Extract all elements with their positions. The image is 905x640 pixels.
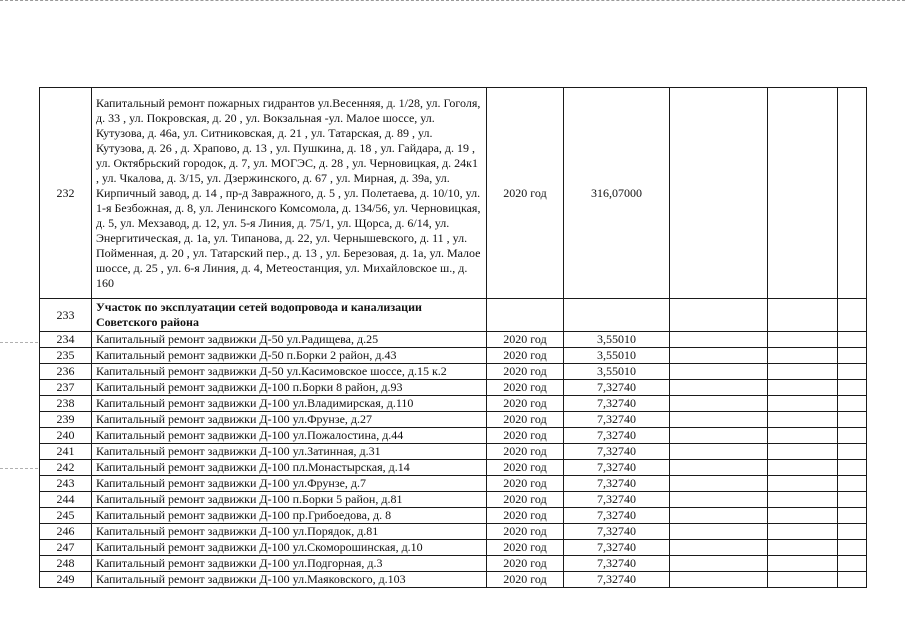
row-number: 243 [40, 476, 92, 492]
work-year: 2020 год [487, 380, 564, 396]
empty-cell [670, 508, 768, 524]
empty-cell [670, 364, 768, 380]
work-description: Капитальный ремонт задвижки Д-100 ул.Скоморошинская, д.10 [92, 540, 487, 556]
work-year: 2020 год [487, 572, 564, 588]
empty-cell [670, 396, 768, 412]
table-row [40, 428, 867, 444]
empty-cell [670, 572, 768, 588]
empty-cell [838, 348, 867, 364]
table-row [40, 508, 867, 524]
empty-cell [670, 556, 768, 572]
empty-cell [670, 88, 768, 299]
empty-cell [768, 524, 838, 540]
work-year: 2020 год [487, 364, 564, 380]
row-number: 242 [40, 460, 92, 476]
empty-cell [768, 572, 838, 588]
empty-cell [838, 444, 867, 460]
work-cost: 7,32740 [564, 492, 670, 508]
work-description: Капитальный ремонт задвижки Д-100 п.Борки 8 район, д.93 [92, 380, 487, 396]
row-number: 236 [40, 364, 92, 380]
table-row [40, 524, 867, 540]
work-year: 2020 год [487, 412, 564, 428]
empty-cell [768, 348, 838, 364]
work-description: Капитальный ремонт задвижки Д-100 ул.Владимирская, д.110 [92, 396, 487, 412]
work-year: 2020 год [487, 88, 564, 299]
empty-cell [670, 332, 768, 348]
empty-cell [768, 380, 838, 396]
table-row [40, 299, 867, 332]
table-row [40, 348, 867, 364]
empty-cell [670, 540, 768, 556]
works-table [39, 87, 867, 588]
empty-cell [670, 412, 768, 428]
table-row [40, 364, 867, 380]
work-cost: 3,55010 [564, 332, 670, 348]
work-year: 2020 год [487, 524, 564, 540]
empty-cell [768, 444, 838, 460]
empty-cell [670, 492, 768, 508]
empty-cell [670, 348, 768, 364]
work-description: Капитальный ремонт задвижки Д-100 пр.Грибоедова, д. 8 [92, 508, 487, 524]
table-row [40, 540, 867, 556]
table-row [40, 412, 867, 428]
empty-cell [670, 380, 768, 396]
empty-cell [768, 364, 838, 380]
row-number: 246 [40, 524, 92, 540]
table-row [40, 380, 867, 396]
work-cost: 316,07000 [564, 88, 670, 299]
work-cost: 7,32740 [564, 508, 670, 524]
row-number: 232 [40, 88, 92, 299]
work-description: Капитальный ремонт пожарных гидрантов ул.Весенняя, д. 1/28, ул. Гоголя, д. 33 , ул. Покровская, д. 20 , ул. Вокзальная -ул. Малое шоссе, ул. Кутузова, д. 46а, ул. Ситниковская, д. 21 , ул. Татарская, д. 89 , ул. Кутузова, д. 26 , д. Храпово, д. 13 , ул. Пушкина, д. 18 , ул. Гайдара, д. 19 , ул. Октябрьский городок, д. 7, ул. МОГЭС, д. 28 , ул. Черновицкая, д. 24к1 , ул. Чкалова, д. 3/15, ул. Дзержинского, д. 67 , ул. Мирная, д. 39а, ул. Кирпичный завод, д. 14 , пр-д Завражного, д. 5 , ул. Полетаева, д. 10/10, ул. 1-я Безбожная, д. 8, ул. Ленинского Комсомола, д. 134/56, ул. Черновицкая, д. 5, ул. Мехзавод, д. 12, ул. 5-я Линия, д. 75/1, ул. Щорса, д. 6/14, ул. Энергитическая, д. 1а, ул. Типанова, д. 22, ул. Чернышевского, д. 11 , ул. Пойменная, д. 20 , ул. Татарский пер., д. 13 , ул. Березовая, д. 1а, ул. Малое шоссе, д. 25 , ул. 6-я Линия, д. 4, Метеостанция, ул. Михайловское ш., д. 160 [92, 88, 487, 299]
empty-cell [838, 524, 867, 540]
empty-cell [670, 460, 768, 476]
empty-cell [838, 332, 867, 348]
empty-cell [838, 428, 867, 444]
work-cost: 7,32740 [564, 524, 670, 540]
work-description: Капитальный ремонт задвижки Д-50 ул.Радищева, д.25 [92, 332, 487, 348]
page-top-edge [0, 0, 905, 7]
empty-cell [838, 508, 867, 524]
table-row [40, 492, 867, 508]
empty-cell [768, 88, 838, 299]
empty-cell [838, 492, 867, 508]
empty-cell [838, 380, 867, 396]
table-row [40, 460, 867, 476]
table-row [40, 556, 867, 572]
empty-cell [670, 524, 768, 540]
work-year: 2020 год [487, 476, 564, 492]
row-number: 247 [40, 540, 92, 556]
work-year: 2020 год [487, 428, 564, 444]
work-description: Капитальный ремонт задвижки Д-100 ул.Подгорная, д.3 [92, 556, 487, 572]
row-number: 248 [40, 556, 92, 572]
work-year: 2020 год [487, 396, 564, 412]
work-description: Капитальный ремонт задвижки Д-100 ул.Фрунзе, д.27 [92, 412, 487, 428]
work-description: Капитальный ремонт задвижки Д-100 ул.Фрунзе, д.7 [92, 476, 487, 492]
work-year: 2020 год [487, 556, 564, 572]
empty-cell [768, 492, 838, 508]
work-year: 2020 год [487, 540, 564, 556]
row-number: 241 [40, 444, 92, 460]
table-body [40, 88, 867, 588]
empty-cell [768, 412, 838, 428]
row-number: 245 [40, 508, 92, 524]
empty-cell [768, 332, 838, 348]
work-year [487, 299, 564, 332]
row-number: 240 [40, 428, 92, 444]
empty-cell [838, 556, 867, 572]
work-cost: 7,32740 [564, 380, 670, 396]
work-year: 2020 год [487, 444, 564, 460]
empty-cell [838, 572, 867, 588]
row-number: 235 [40, 348, 92, 364]
row-number: 244 [40, 492, 92, 508]
empty-cell [670, 444, 768, 460]
work-description: Капитальный ремонт задвижки Д-100 п.Борки 5 район, д.81 [92, 492, 487, 508]
row-number: 239 [40, 412, 92, 428]
work-cost: 3,55010 [564, 364, 670, 380]
table-row [40, 396, 867, 412]
empty-cell [670, 299, 768, 332]
table-row [40, 572, 867, 588]
work-cost: 7,32740 [564, 556, 670, 572]
work-cost: 7,32740 [564, 396, 670, 412]
table-row [40, 88, 867, 299]
empty-cell [768, 508, 838, 524]
empty-cell [768, 476, 838, 492]
empty-cell [670, 476, 768, 492]
work-description: Капитальный ремонт задвижки Д-50 п.Борки 2 район, д.43 [92, 348, 487, 364]
empty-cell [768, 540, 838, 556]
scan-artifact-line [0, 342, 38, 343]
table-row [40, 332, 867, 348]
empty-cell [768, 299, 838, 332]
empty-cell [838, 540, 867, 556]
work-description: Капитальный ремонт задвижки Д-100 ул.Пожалостина, д.44 [92, 428, 487, 444]
work-cost: 7,32740 [564, 540, 670, 556]
empty-cell [838, 460, 867, 476]
work-cost: 7,32740 [564, 444, 670, 460]
empty-cell [838, 396, 867, 412]
row-number: 233 [40, 299, 92, 332]
empty-cell [838, 299, 867, 332]
work-description: Капитальный ремонт задвижки Д-50 ул.Касимовское шоссе, д.15 к.2 [92, 364, 487, 380]
empty-cell [670, 428, 768, 444]
work-cost: 3,55010 [564, 348, 670, 364]
work-cost: 7,32740 [564, 476, 670, 492]
row-number: 237 [40, 380, 92, 396]
row-number: 234 [40, 332, 92, 348]
work-year: 2020 год [487, 332, 564, 348]
work-cost: 7,32740 [564, 412, 670, 428]
work-description: Участок по эксплуатации сетей водопровода и канализации Советского района [92, 299, 487, 332]
empty-cell [838, 364, 867, 380]
work-cost: 7,32740 [564, 460, 670, 476]
empty-cell [768, 556, 838, 572]
work-description: Капитальный ремонт задвижки Д-100 пл.Монастырская, д.14 [92, 460, 487, 476]
empty-cell [838, 412, 867, 428]
empty-cell [838, 476, 867, 492]
work-description: Капитальный ремонт задвижки Д-100 ул.Маяковского, д.103 [92, 572, 487, 588]
work-cost [564, 299, 670, 332]
work-year: 2020 год [487, 492, 564, 508]
work-cost: 7,32740 [564, 572, 670, 588]
table-row [40, 476, 867, 492]
empty-cell [768, 396, 838, 412]
work-cost: 7,32740 [564, 428, 670, 444]
table-row [40, 444, 867, 460]
work-description: Капитальный ремонт задвижки Д-100 ул.Порядок, д.81 [92, 524, 487, 540]
empty-cell [768, 460, 838, 476]
empty-cell [838, 88, 867, 299]
empty-cell [768, 428, 838, 444]
work-year: 2020 год [487, 508, 564, 524]
scan-artifact-line [0, 468, 38, 469]
row-number: 249 [40, 572, 92, 588]
work-year: 2020 год [487, 348, 564, 364]
work-year: 2020 год [487, 460, 564, 476]
work-description: Капитальный ремонт задвижки Д-100 ул.Затинная, д.31 [92, 444, 487, 460]
row-number: 238 [40, 396, 92, 412]
